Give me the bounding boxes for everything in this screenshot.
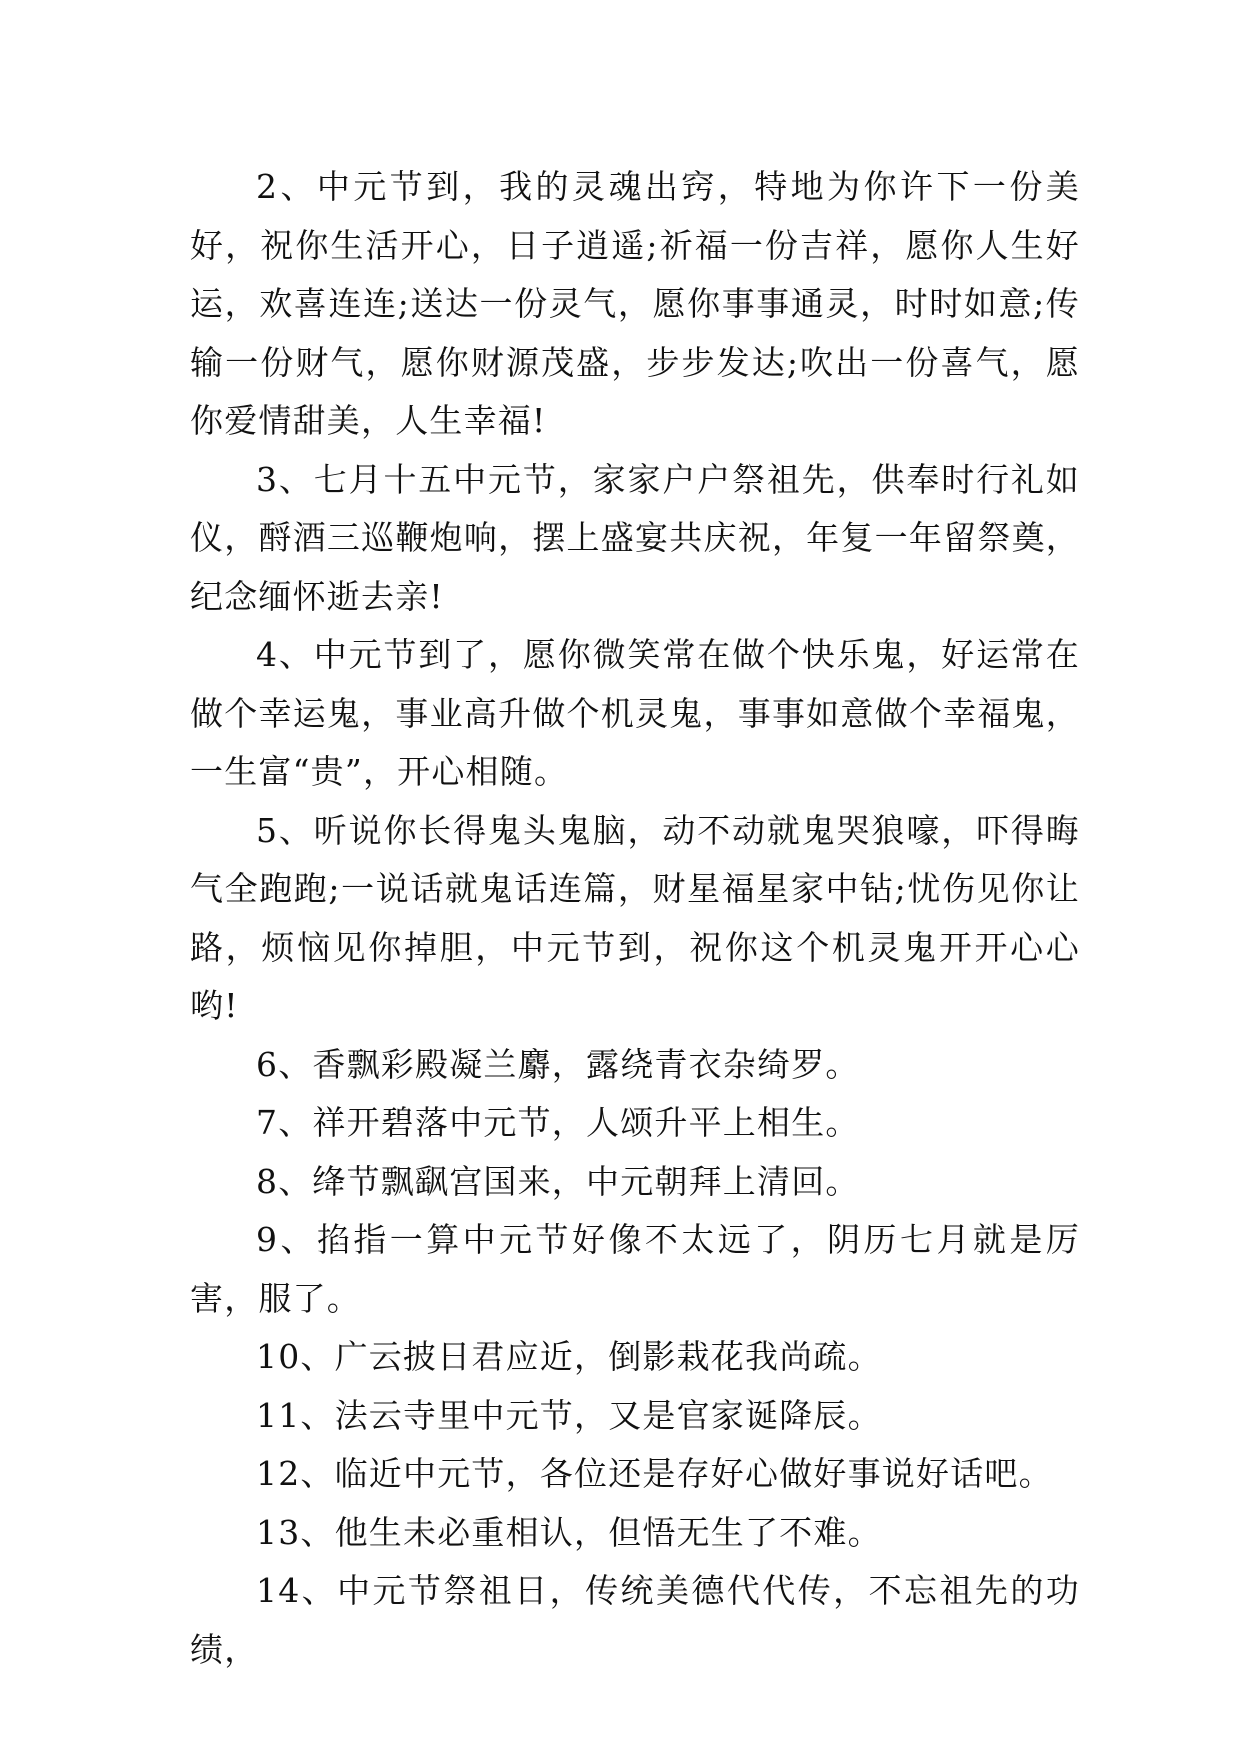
paragraph-13: 13、他生未必重相认，但悟无生了不难。 <box>256 1512 882 1552</box>
paragraph-9: 9、掐指一算中元节好像不太远了，阴历七月就是厉害，服了。 <box>190 1220 1080 1318</box>
paragraph-7: 7、祥开碧落中元节，人颂升平上相生。 <box>256 1103 860 1142</box>
paragraph-12: 12、临近中元节，各位还是存好心做好事说好话吧。 <box>256 1454 1053 1493</box>
paragraph-5: 5、听说你长得鬼头鬼脑，动不动就鬼哭狼嚎，吓得晦气全跑跑;一说话就鬼话连篇，财星福星家中钻;忧伤见你让路，烦恼见你掉胆，中元节到，祝你这个机灵鬼开开心心哟! <box>190 810 1080 1025</box>
paragraph-3: 3、七月十五中元节，家家户户祭祖先，供奉时行礼如仪，酹酒三巡鞭炮响，摆上盛宴共庆祝，年复一年留祭奠，纪念缅怀逝去亲! <box>190 459 1080 616</box>
paragraph-8: 8、绛节飘飖宫国来，中元朝拜上清回。 <box>256 1161 860 1201</box>
paragraph-10: 10、广云披日君应近，倒影栽花我尚疏。 <box>256 1337 882 1376</box>
paragraph-6: 6、香飘彩殿凝兰麝，露绕青衣杂绮罗。 <box>256 1044 860 1084</box>
document-body <box>190 158 1080 1679</box>
paragraph-4: 4、中元节到了，愿你微笑常在做个快乐鬼，好运常在做个幸运鬼，事业高升做个机灵鬼，事事如意做个幸福鬼，一生富“贵”，开心相随。 <box>190 635 1080 791</box>
paragraph-11: 11、法云寺里中元节，又是官家诞降辰。 <box>256 1395 882 1435</box>
paragraph-2: 2、中元节到，我的灵魂出窍，特地为你许下一份美好，祝你生活开心，日子逍遥;祈福一份吉祥，愿你人生好运，欢喜连连;送达一份灵气，愿你事事通灵，时时如意;传输一份财气，愿你财源茂盛，步步发达;吹出一份喜气，愿你爱情甜美，人生幸福! <box>190 167 1080 440</box>
paragraph-14: 14、中元节祭祖日，传统美德代代传，不忘祖先的功绩， <box>190 1571 1080 1669</box>
